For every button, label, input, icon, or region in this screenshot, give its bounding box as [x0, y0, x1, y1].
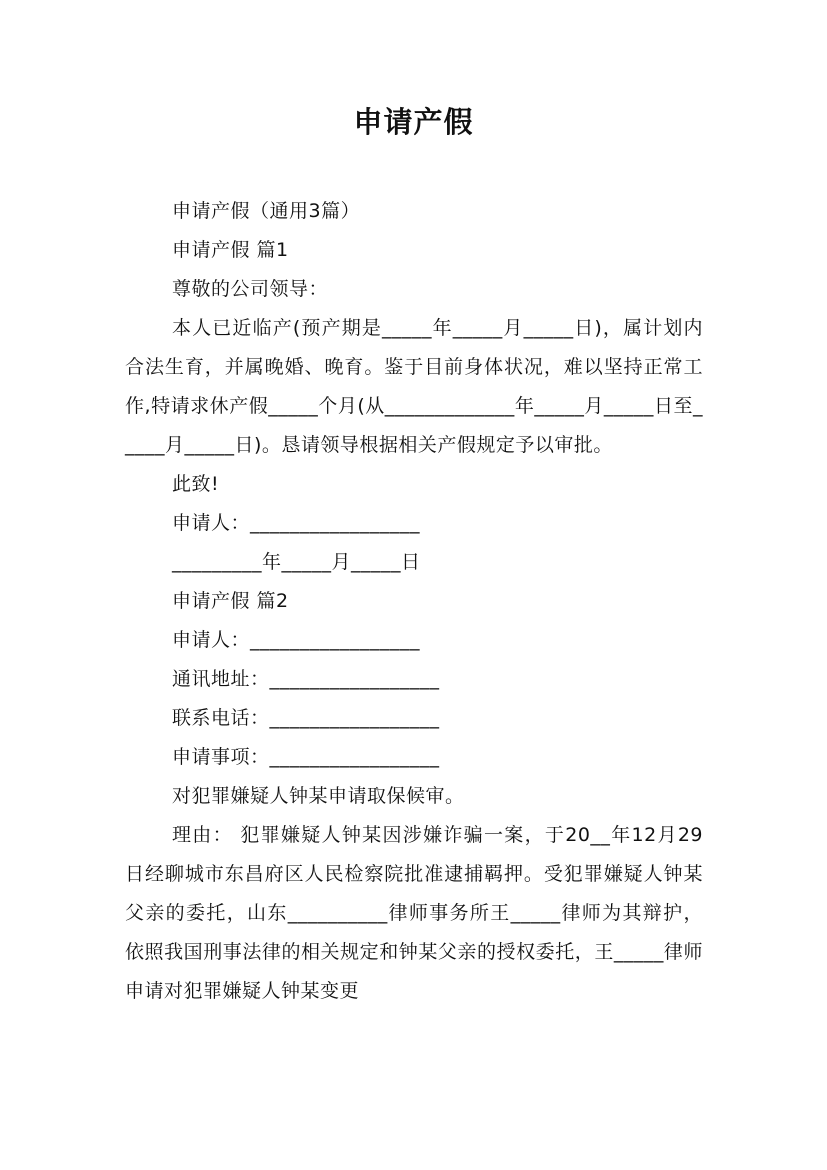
paragraph-salutation: 尊敬的公司领导： [172, 278, 329, 300]
paragraph-section-1-title: 申请产假 篇1 [172, 239, 289, 261]
paragraph-heading: 申请产假（通用3篇） [172, 200, 361, 222]
paragraph-phone: 联系电话：_________________ [172, 707, 440, 729]
paragraph-reason: 理由： 犯罪嫌疑人钟某因涉嫌诈骗一案，于20__年12月29日经聊城市东昌府区人民检察院批准逮捕羁押。受犯罪嫌疑人钟某父亲的委托，山东__________律师事务所王_____律师为其辩护，依照我国刑事法律的相关规定和钟某父亲的授权委托，王_____律师申请对犯罪嫌疑人钟某变更 [125, 824, 703, 1002]
document-body [125, 192, 703, 1011]
paragraph-matter: 申请事项：_________________ [172, 746, 440, 768]
paragraph-closing: 此致! [172, 473, 220, 495]
paragraph-applicant: 申请人：_________________ [172, 512, 421, 534]
paragraph-address: 通讯地址：_________________ [172, 668, 440, 690]
paragraph-matter-detail: 对犯罪嫌疑人钟某申请取保候审。 [172, 785, 465, 807]
paragraph-request-body: 本人已近临产(预产期是_____年_____月_____日)，属计划内合法生育，并属晚婚、晚育。鉴于目前身体状况，难以坚持正常工作,特请求休产假_____个月(从_____________年_____月_____日至_____月_____日)。恳请领导根据相关产假规定予以审批。 [125, 317, 703, 456]
paragraph-section-2-title: 申请产假 篇2 [172, 590, 289, 612]
paragraph-applicant-2: 申请人：_________________ [172, 629, 421, 651]
document-title: 申请产假 [353, 105, 474, 139]
paragraph-date: _________年_____月_____日 [172, 551, 421, 573]
